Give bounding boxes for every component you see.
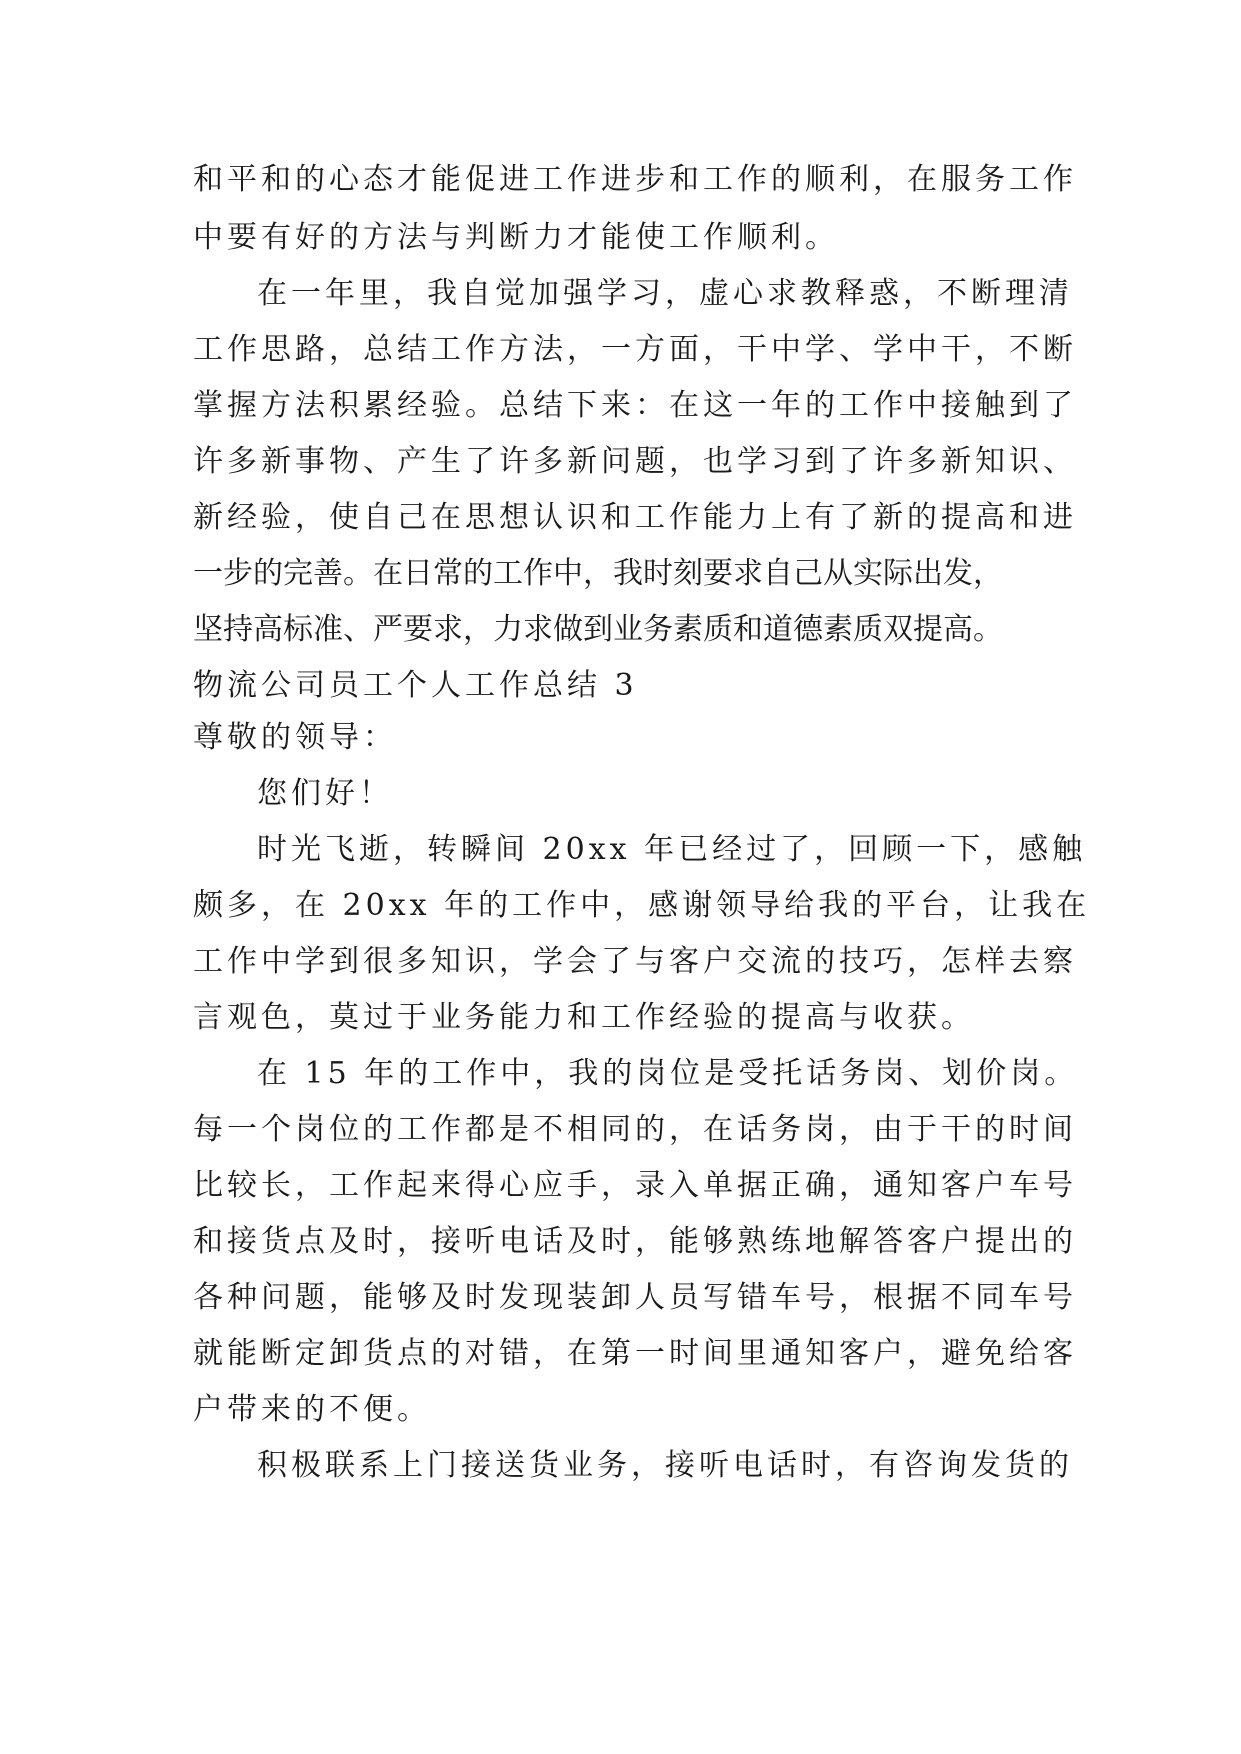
text-line: 工作中学到很多知识，学会了与客户交流的技巧，怎样去察 bbox=[193, 944, 1077, 979]
text-line: 言观色，莫过于业务能力和工作经验的提高与收获。 bbox=[193, 1000, 975, 1035]
text-line: 颇多，在 20xx 年的工作中，感谢领导给我的平台，让我在 bbox=[193, 888, 1091, 923]
greeting: 您们好！ bbox=[257, 776, 393, 811]
text-line: 每一个岗位的工作都是不相同的，在话务岗，由于干的时间 bbox=[193, 1112, 1077, 1147]
text-line: 就能断定卸货点的对错，在第一时间里通知客户，避免给客 bbox=[193, 1336, 1077, 1371]
text-line: 坚持高标准、严要求，力求做到业务素质和道德素质双提高。 bbox=[193, 612, 1003, 647]
text-line: 各种问题，能够及时发现装卸人员写错车号，根据不同车号 bbox=[193, 1280, 1077, 1315]
text-line: 一步的完善。在日常的工作中，我时刻要求自己从实际出发， bbox=[193, 556, 1003, 591]
text-line: 和平和的心态才能促进工作进步和工作的顺利，在服务工作 bbox=[193, 162, 1077, 197]
text-line: 新经验，使自己在思想认识和工作能力上有了新的提高和进 bbox=[193, 500, 1077, 535]
text-line: 时光飞逝，转瞬间 20xx 年已经过了，回顾一下，感触 bbox=[257, 832, 1087, 867]
text-line: 和接货点及时，接听电话及时，能够熟练地解答客户提出的 bbox=[193, 1224, 1077, 1259]
text-line: 在 15 年的工作中，我的岗位是受托话务岗、划价岗。 bbox=[257, 1056, 1079, 1091]
text-line: 中要有好的方法与判断力才能使工作顺利。 bbox=[193, 220, 839, 255]
text-line: 工作思路，总结工作方法，一方面，干中学、学中干，不断 bbox=[193, 332, 1077, 367]
text-line: 在一年里，我自觉加强学习，虚心求教释惑，不断理清 bbox=[257, 276, 1073, 311]
text-line: 掌握方法积累经验。总结下来：在这一年的工作中接触到了 bbox=[193, 388, 1077, 423]
section-heading: 物流公司员工个人工作总结 3 bbox=[193, 668, 638, 703]
text-line: 比较长，工作起来得心应手，录入单据正确，通知客户车号 bbox=[193, 1168, 1077, 1203]
salutation: 尊敬的领导： bbox=[193, 720, 397, 755]
text-line: 积极联系上门接送货业务，接听电话时，有咨询发货的 bbox=[257, 1448, 1073, 1483]
text-line: 许多新事物、产生了许多新问题，也学习到了许多新知识、 bbox=[193, 444, 1077, 479]
text-line: 户带来的不便。 bbox=[193, 1392, 431, 1427]
